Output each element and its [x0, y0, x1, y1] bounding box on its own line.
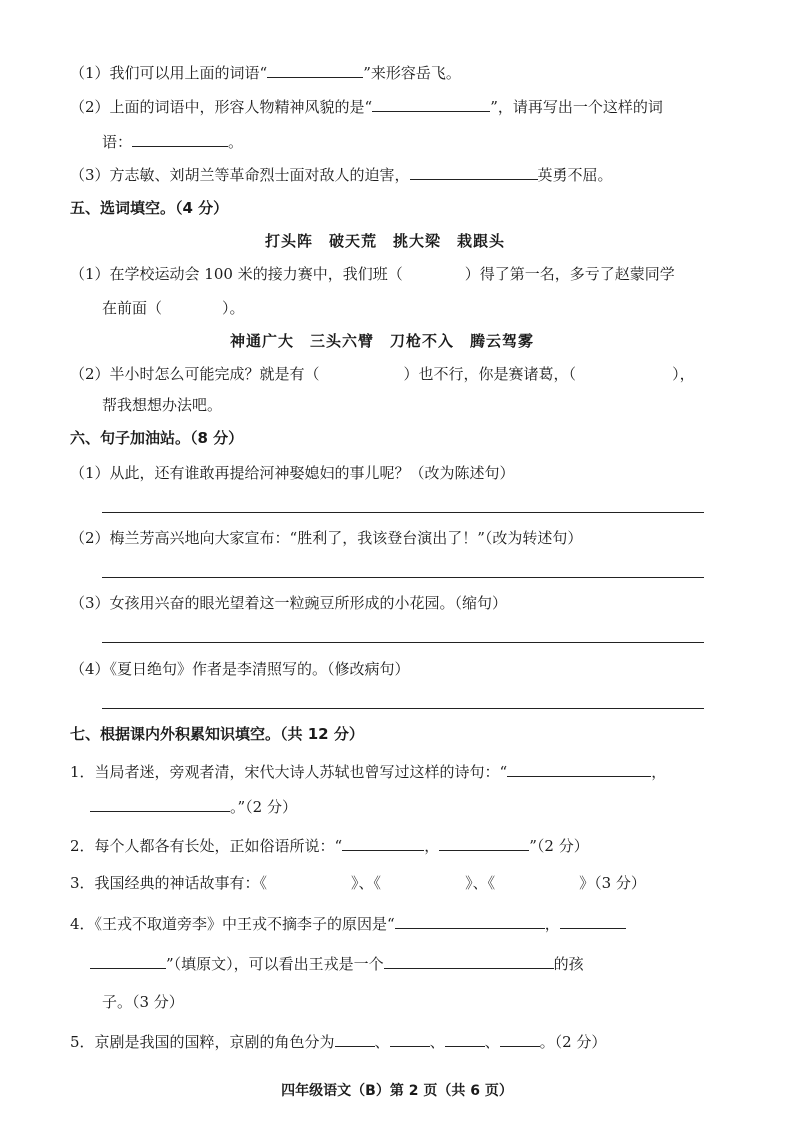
p5-question-2: （2）半小时怎么可能完成？就是有（ ）也不行，你是赛诸葛，（ ），	[70, 365, 695, 383]
p4-question-2-cont: 语： 。	[102, 130, 243, 153]
p7-question-1-cont: 。”（2 分）	[90, 795, 297, 818]
p7-question-4-end: 子。（3 分）	[102, 993, 184, 1011]
p7-question-2: 2．每个人都各有长处，正如俗语所说：“ ， ”（2 分）	[70, 834, 589, 857]
answer-line[interactable]	[102, 512, 704, 513]
answer-blank[interactable]	[410, 163, 538, 180]
answer-blank[interactable]	[390, 1030, 430, 1047]
section-7-heading: 七、根据课内外积累知识填空。（共 12 分）	[70, 725, 364, 743]
answer-blank[interactable]	[342, 834, 424, 851]
page-footer: 四年级语文（B）第 2 页（共 6 页）	[281, 1083, 513, 1099]
answer-line[interactable]	[102, 708, 704, 709]
word-choices-1: 打头阵 破天荒 挑大梁 栽跟头	[265, 232, 506, 250]
p5-question-2-cont: 帮我想想办法吧。	[102, 396, 223, 414]
word-choices-2: 神通广大 三头六臂 刀枪不入 腾云驾雾	[230, 332, 535, 350]
p7-question-5: 5．京剧是我国的国粹，京剧的角色分为 、 、 、 。（2 分）	[70, 1030, 606, 1053]
answer-blank[interactable]	[560, 912, 626, 929]
p6-question-3: （3）女孩用兴奋的眼光望着这一粒豌豆所形成的小花园。（缩句）	[70, 594, 508, 612]
answer-blank[interactable]	[267, 61, 363, 78]
p5-question-1-cont: 在前面（ ）。	[102, 299, 245, 317]
answer-blank[interactable]	[90, 952, 166, 969]
p7-question-4-cont: ”（填原文），可以看出王戎是一个 的孩	[90, 952, 584, 975]
p7-question-1: 1．当局者迷，旁观者清，宋代大诗人苏轼也曾写过这样的诗句：“ ，	[70, 760, 666, 783]
p6-question-2: （2）梅兰芳高兴地向大家宣布：“胜利了，我该登台演出了！”（改为转述句）	[70, 529, 583, 547]
answer-blank[interactable]	[335, 1030, 375, 1047]
p4-question-1: （1）我们可以用上面的词语“ ”来形容岳飞。	[70, 61, 461, 84]
p7-question-3: 3．我国经典的神话故事有：《 》、《 》、《 》（3 分）	[70, 874, 646, 892]
answer-blank[interactable]	[507, 760, 651, 777]
p6-question-1: （1）从此，还有谁敢再提给河神娶媳妇的事儿呢？（改为陈述句）	[70, 464, 515, 482]
section-5-heading: 五、选词填空。（4 分）	[70, 199, 229, 217]
p4-question-2: （2）上面的词语中，形容人物精神风貌的是“ ”，请再写出一个这样的词	[70, 95, 663, 118]
answer-blank[interactable]	[395, 912, 545, 929]
answer-blank[interactable]	[90, 795, 230, 812]
p4-question-3: （3）方志敏、刘胡兰等革命烈士面对敌人的迫害， 英勇不屈。	[70, 163, 613, 186]
p5-question-1: （1）在学校运动会 100 米的接力赛中，我们班（ ）得了第一名，多亏了赵蒙同学	[70, 265, 675, 283]
p7-question-4: 4．《王戎不取道旁李》中王戎不摘李子的原因是“ ，	[70, 912, 626, 935]
answer-blank[interactable]	[500, 1030, 540, 1047]
answer-line[interactable]	[102, 577, 704, 578]
section-6-heading: 六、句子加油站。（8 分）	[70, 429, 244, 447]
answer-blank[interactable]	[132, 130, 228, 147]
answer-line[interactable]	[102, 642, 704, 643]
answer-blank[interactable]	[439, 834, 529, 851]
answer-blank[interactable]	[445, 1030, 485, 1047]
answer-blank[interactable]	[384, 952, 554, 969]
p6-question-4: （4）《夏日绝句》作者是李清照写的。（修改病句）	[70, 660, 410, 678]
answer-blank[interactable]	[372, 95, 490, 112]
